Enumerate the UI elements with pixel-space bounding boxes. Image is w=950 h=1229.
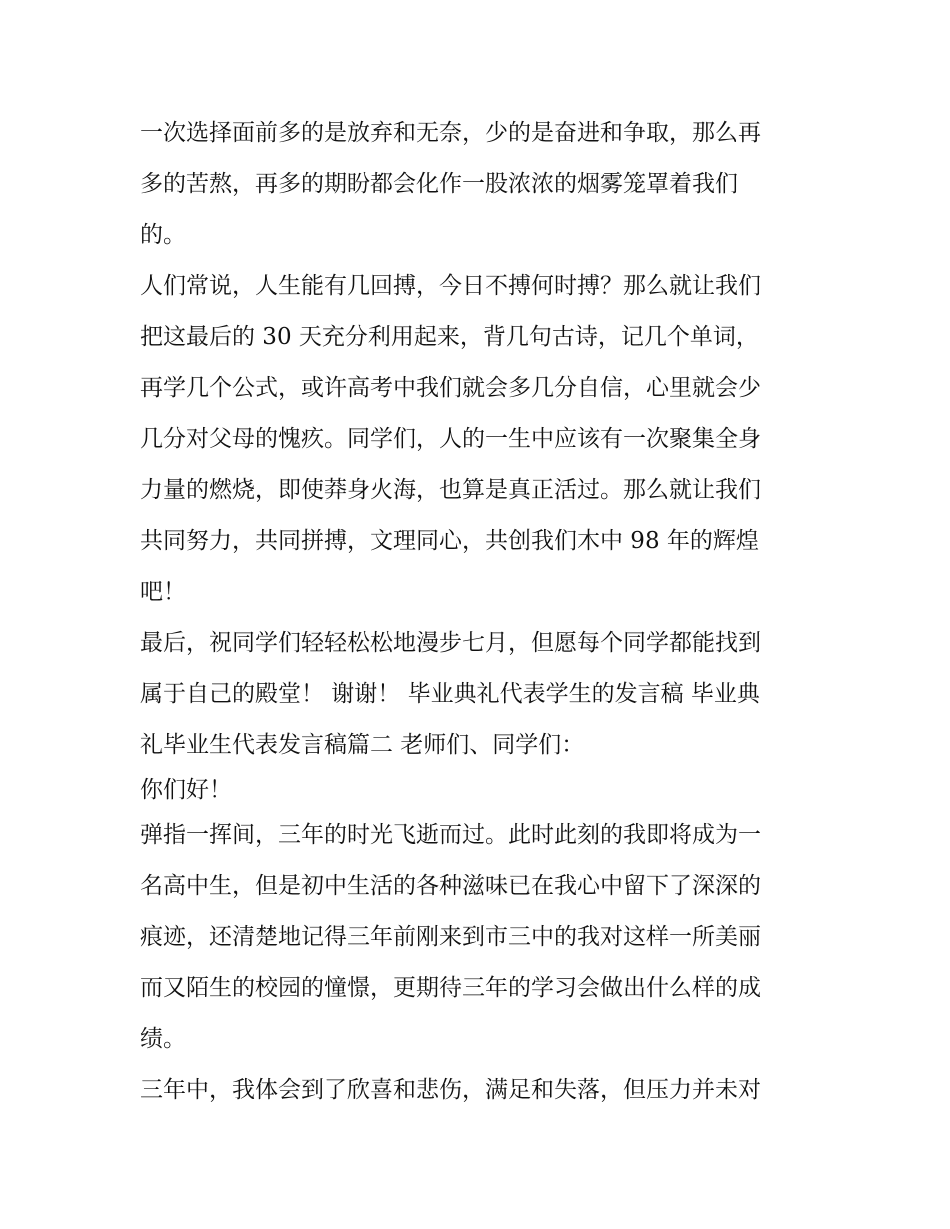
body-text [140, 108, 820, 1116]
text-line: 而又陌生的校园的憧憬，更期待三年的学习会做出什么样的成 [140, 975, 761, 1001]
text-line: 把这最后的 30 天充分利用起来，背几句古诗，记几个单词， [140, 324, 759, 350]
text-line: 力量的燃烧，即使莽身火海，也算是真正活过。那么就让我们 [140, 477, 761, 503]
text-line: 多的苦熬，再多的期盼都会化作一股浓浓的烟雾笼罩着我们 [140, 171, 738, 197]
text-line: 的。 [140, 222, 186, 248]
text-line: 人们常说，人生能有几回搏，今日不搏何时搏？那么就让我们 [140, 273, 761, 299]
text-line: 弹指一挥间，三年的时光飞逝而过。此时此刻的我即将成为一 [140, 822, 761, 848]
text-line: 吧！ [140, 579, 186, 605]
text-line: 痕迹，还清楚地记得三年前刚来到市三中的我对这样一所美丽 [140, 924, 761, 950]
text-line: 共同努力，共同拼搏，文理同心，共创我们木中 98 年的辉煌 [140, 528, 759, 554]
text-line: 一次选择面前多的是放弃和无奈，少的是奋进和争取，那么再 [140, 120, 761, 146]
text-line: 礼毕业生代表发言稿篇二 老师们、同学们： [140, 732, 585, 758]
text-line: 属于自己的殿堂！ 谢谢！ 毕业典礼代表学生的发言稿 毕业典 [140, 681, 760, 707]
text-line: 再学几个公式，或许高考中我们就会多几分自信，心里就会少 [140, 375, 761, 401]
text-line: 你们好！ [140, 777, 232, 803]
text-line: 几分对父母的愧疚。同学们，人的一生中应该有一次聚集全身 [140, 426, 761, 452]
text-line: 最后，祝同学们轻轻松松地漫步七月，但愿每个同学都能找到 [140, 630, 761, 656]
text-line: 绩。 [140, 1026, 186, 1052]
text-line: 三年中，我体会到了欣喜和悲伤，满足和失落，但压力并未对 [140, 1077, 761, 1103]
text-line: 名高中生，但是初中生活的各种滋味已在我心中留下了深深的 [140, 873, 761, 899]
